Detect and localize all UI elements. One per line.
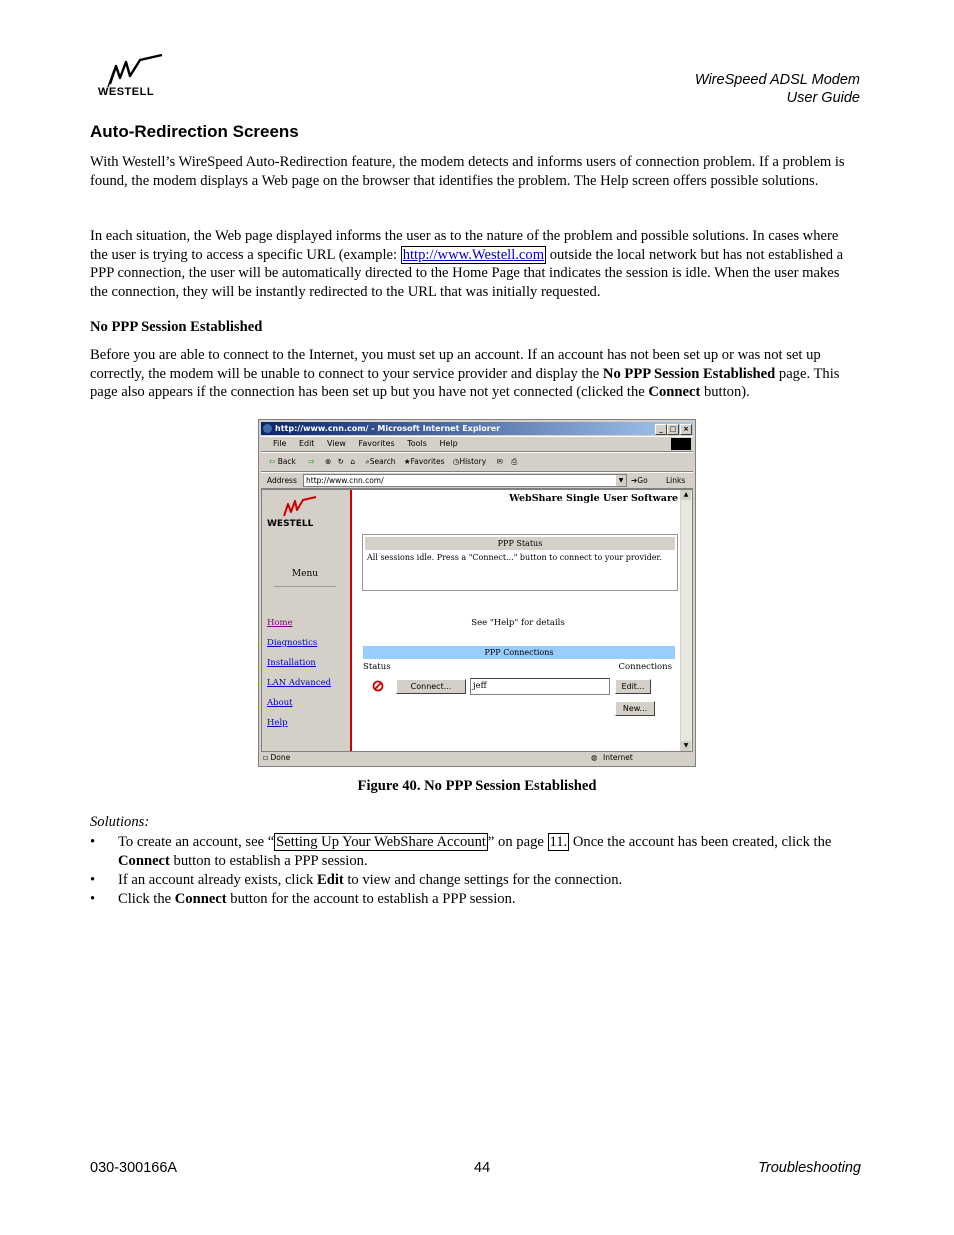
mail-icon[interactable]: ✉ <box>496 457 503 466</box>
address-label: Address <box>267 476 297 485</box>
browser-screenshot <box>258 419 696 767</box>
window-title: http://www.cnn.com/ - Microsoft Internet Explorer <box>275 424 501 433</box>
page-11-link[interactable]: 11. <box>549 834 568 850</box>
browser-status-bar <box>261 752 693 764</box>
forward-icon[interactable]: ⇨ <box>308 457 315 466</box>
maximize-button[interactable]: □ <box>667 424 679 435</box>
subheading: No PPP Session Established <box>90 319 263 335</box>
sidebar-link-lan-advanced[interactable]: LAN Advanced <box>267 678 332 688</box>
document-type: User Guide <box>786 90 860 106</box>
menu-tools[interactable]: Tools <box>407 439 427 448</box>
back-button[interactable]: Back <box>277 457 296 466</box>
favorites-button[interactable]: Favorites <box>410 457 445 466</box>
sidebar-link-installation[interactable]: Installation <box>267 658 316 668</box>
favorites-icon[interactable]: ★ <box>403 457 411 466</box>
print-icon[interactable]: ⎙ <box>511 457 518 466</box>
home-icon[interactable]: ⌂ <box>350 457 356 466</box>
page-icon: ▫ <box>263 753 269 762</box>
section-title: Auto-Redirection Screens <box>90 122 299 141</box>
help-hint: See "Help" for details <box>471 618 565 628</box>
westell-url-link[interactable]: http://www.Westell.com <box>402 246 545 263</box>
edit-button[interactable]: Edit... <box>615 679 651 694</box>
history-button[interactable]: History <box>459 457 487 466</box>
westell-swoosh-icon <box>278 496 318 518</box>
list-item: • Click the Connect button for the account to establish a PPP session. <box>90 891 516 907</box>
westell-swoosh-icon <box>96 54 168 88</box>
address-bar <box>261 472 693 489</box>
webshare-account-link[interactable]: Setting Up Your WebShare Account <box>276 834 486 850</box>
scroll-up-icon[interactable]: ▲ <box>681 490 691 500</box>
sidebar-link-about[interactable]: About <box>267 698 293 708</box>
page-viewport <box>261 489 693 752</box>
search-button[interactable]: Search <box>369 457 396 466</box>
product-name: WireSpeed ADSL Modem <box>694 72 860 88</box>
router-main-panel <box>353 490 680 751</box>
ppp-connections-header: PPP Connections <box>363 646 675 659</box>
address-value: http://www.cnn.com/ <box>306 476 384 485</box>
sidebar-link-home[interactable]: Home <box>267 618 293 628</box>
toolbar <box>261 452 693 472</box>
menu-help[interactable]: Help <box>439 439 458 448</box>
links-button[interactable]: Links <box>666 476 686 485</box>
history-icon[interactable]: ◷ <box>452 457 460 466</box>
scroll-down-icon[interactable]: ▼ <box>681 741 691 751</box>
bullet-icon: • <box>90 872 96 888</box>
footer-chapter: Troubleshooting <box>758 1160 861 1176</box>
ppp-status-box <box>362 534 678 591</box>
status-zone: Internet <box>603 753 633 762</box>
list-item: • To create an account, see “ Setting Up Your WebShare Account ” on page 11. Once the account has been created, click the Connect button to establish a PPP session. <box>90 834 832 869</box>
ppp-paragraph: Before you are able to connect to the Internet, you must set up an account. If an account has not been set up or was not set up correctly, the modem will be unable to connect to your service provider and display the No PPP Session Established page. This page also appears if the connection has been set up but you have not yet connected (clicked the Connect button). <box>90 347 840 401</box>
new-button[interactable]: New... <box>615 701 655 716</box>
address-input[interactable] <box>303 474 627 487</box>
sidebar-link-help[interactable]: Help <box>267 718 288 728</box>
westell-logo <box>96 54 168 100</box>
globe-icon: ◍ <box>591 753 598 762</box>
account-name-field[interactable]: jeff <box>470 678 610 695</box>
intro-paragraph: With Westell’s WireSpeed Auto-Redirection feature, the modem detects and informs users of connection problem. If a problem is found, the modem displays a Web page on the browser that identifies the problem. The Help screen offers possible solutions. <box>90 154 845 189</box>
list-item: • If an account already exists, click Edit to view and change settings for the connection. <box>90 872 623 888</box>
bullet-icon: • <box>90 891 96 907</box>
window-titlebar <box>261 422 693 435</box>
sidebar-divider <box>274 586 336 587</box>
column-connections: Connections <box>618 662 672 672</box>
windows-logo-icon <box>671 438 691 450</box>
solutions-label: Solutions: <box>90 814 150 830</box>
running-header <box>695 71 860 107</box>
minimize-button[interactable]: _ <box>655 424 667 435</box>
refresh-icon[interactable]: ↻ <box>337 457 344 466</box>
dropdown-arrow-icon[interactable]: ▼ <box>616 475 626 486</box>
vertical-scrollbar[interactable] <box>680 490 692 751</box>
ppp-status-header: PPP Status <box>365 537 675 550</box>
sidebar-logo-text: WESTELL <box>267 519 314 529</box>
menu-file[interactable]: File <box>273 439 287 448</box>
go-button[interactable]: ➔Go <box>631 476 648 485</box>
menu-bar <box>261 436 693 452</box>
close-button[interactable]: × <box>680 424 692 435</box>
logo-text: WESTELL <box>98 86 155 98</box>
menu-edit[interactable]: Edit <box>298 439 315 448</box>
footer-page-number: 44 <box>474 1160 491 1176</box>
search-icon[interactable]: ⌕ <box>365 457 370 466</box>
figure-caption: Figure 40. No PPP Session Established <box>357 778 597 794</box>
footer-doc-number: 030-300166A <box>90 1160 178 1176</box>
column-status: Status <box>363 662 391 672</box>
menu-view[interactable]: View <box>326 439 346 448</box>
ie-icon <box>263 424 272 433</box>
solutions-list <box>90 833 862 909</box>
westell-sidebar <box>262 490 352 751</box>
back-icon[interactable]: ⇦ <box>269 457 276 466</box>
not-connected-icon <box>372 680 384 692</box>
sidebar-link-diagnostics[interactable]: Diagnostics <box>267 638 318 648</box>
sidebar-menu-title: Menu <box>291 569 319 579</box>
redirect-paragraph: In each situation, the Web page displayed informs the user as to the nature of the problem and possible solutions. In cases where the user is trying to access a specific URL (example: http://www.Westell.com outside the local network but has not established a PPP connection, the user will be automatically directed to the Home Page that indicates the session is idle. When the user makes the connection, they will be instantly redirected to the URL that was initially requested. <box>90 228 844 300</box>
ppp-status-text: All sessions idle. Press a "Connect..." button to connect to your provider. <box>367 553 662 562</box>
connect-button[interactable]: Connect... <box>396 679 466 694</box>
stop-icon[interactable]: ⊗ <box>324 457 332 466</box>
bullet-icon: • <box>90 834 96 850</box>
status-text: Done <box>270 753 291 762</box>
menu-favorites[interactable]: Favorites <box>358 439 395 448</box>
software-title: WebShare Single User Software <box>509 493 678 504</box>
